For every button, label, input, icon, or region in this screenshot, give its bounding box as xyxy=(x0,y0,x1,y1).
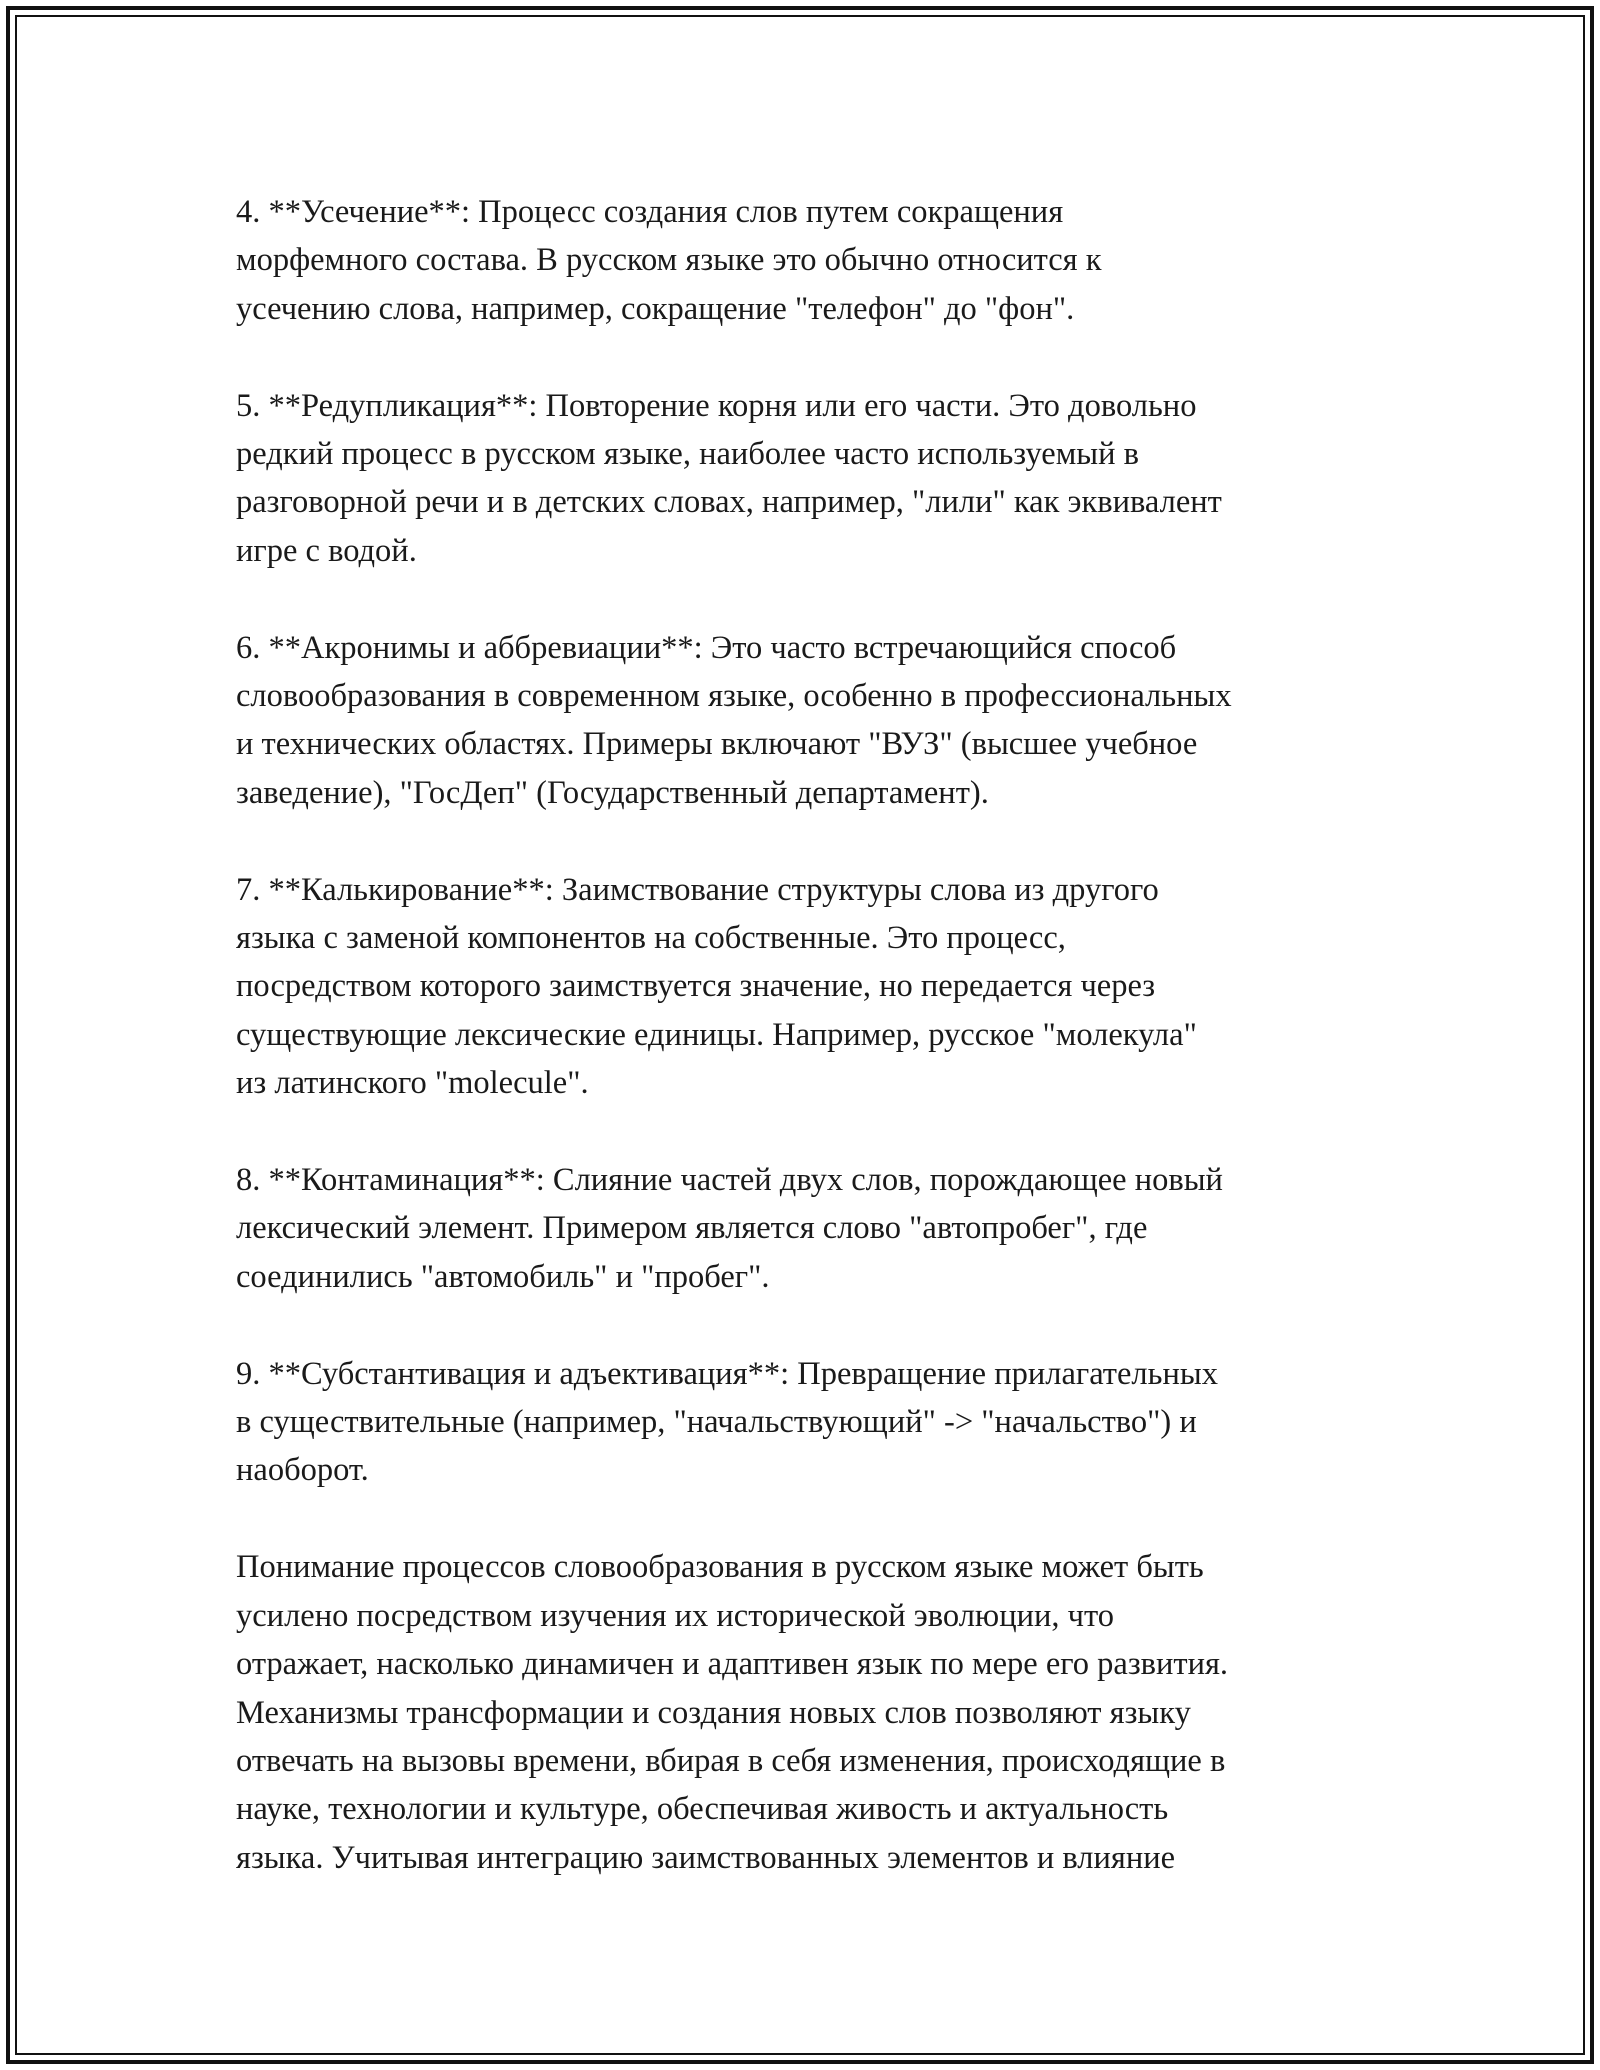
paragraph-acronyms: 6. **Акронимы и аббревиации**: Это часто встречающийся способ словообразования в современном языке, особенно в профессиональных и технических областях. Примеры включают "ВУЗ" (высшее учебное заведение), "ГосДеп" (Государственный департамент). xyxy=(236,629,1232,811)
paragraph-contamination: 8. **Контаминация**: Слияние частей двух слов, порождающее новый лексический элемент. Примером является слово "автопробег", где соединились "автомобиль" и "пробег". xyxy=(236,1162,1223,1295)
paragraph-truncation: 4. **Усечение**: Процесс создания слов путем сокращения морфемного состава. В русском языке это обычно относится к усечению слова, например, сокращение "телефон" до "фон". xyxy=(236,194,1102,327)
paragraph-conclusion: Понимание процессов словообразования в русском языке может быть усилено посредством изучения их исторической эволюции, что отражает, насколько динамичен и адаптивен язык по мере его развития. Механизмы трансформации и создания новых слов позволяют языку отвечать на вызовы времени, вбирая в себя изменения, происходящие в науке, технологии и культуре, обеспечивая живость и актуальность языка. Учитывая интеграцию заимствованных элементов и влияние xyxy=(236,1549,1229,1876)
paragraph-reduplication: 5. **Редупликация**: Повторение корня или его части. Это довольно редкий процесс в русском языке, наиболее часто используемый в разговорной речи и в детских словах, например, "лили" как эквивалент игре с водой. xyxy=(236,387,1222,569)
paragraph-substantivation: 9. **Субстантивация и адъективация**: Превращение прилагательных в существительные (например, "начальствующий" -> "начальство") и наоборот. xyxy=(236,1355,1218,1489)
paragraph-calquing: 7. **Калькирование**: Заимствование структуры слова из другого языка с заменой компонентов на собственные. Это процесс, посредством которого заимствуется значение, но передается через существующие лексические единицы. Например, русское "молекула" из латинского "molecule". xyxy=(236,871,1197,1102)
document-body xyxy=(236,188,1386,1882)
